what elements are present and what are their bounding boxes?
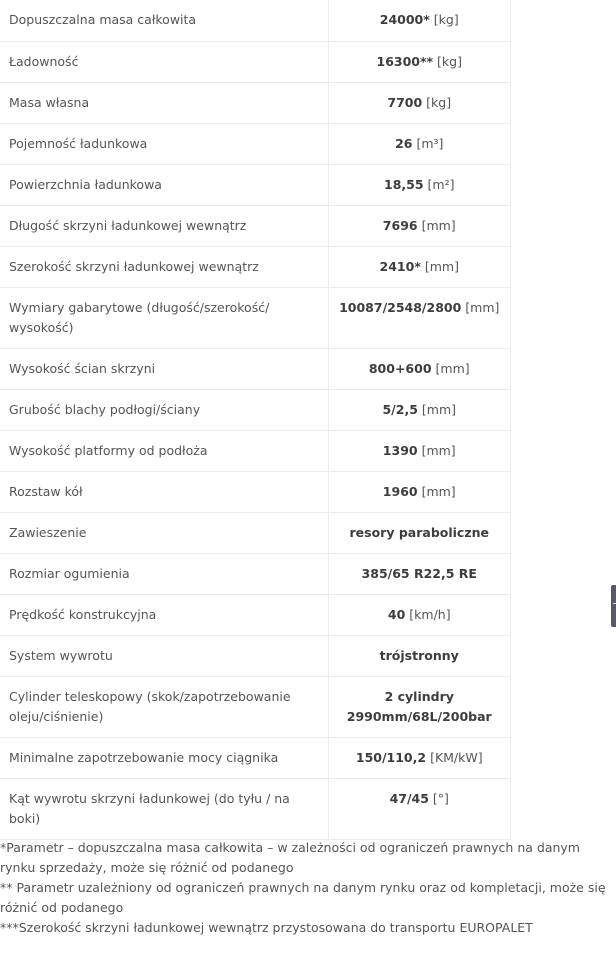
spec-row xyxy=(0,594,511,635)
spec-row xyxy=(0,430,511,471)
spec-value: 7696 xyxy=(382,217,418,233)
spec-row xyxy=(0,676,511,737)
spec-label: Powierzchnia ładunkowa xyxy=(0,164,328,205)
spec-value: 2 cylindry 2990mm/68L/200bar xyxy=(346,688,492,724)
spec-label: Rozmiar ogumienia xyxy=(0,553,328,594)
spec-value-cell xyxy=(328,348,511,389)
spec-label: Dopuszczalna masa całkowita xyxy=(0,0,328,41)
spec-value-cell xyxy=(328,471,511,512)
spec-unit: [mm] xyxy=(435,360,470,376)
spec-label: System wywrotu xyxy=(0,635,328,676)
footnote-2: ** Parametr uzależniony od ograniczeń prawnych na danym rynku oraz od kompletacji, może się różnić od podanego xyxy=(0,880,606,915)
spec-label: Cylinder teleskopowy (skok/zapotrzebowanie oleju/ciśnienie) xyxy=(0,676,328,737)
spec-value-cell xyxy=(328,41,511,82)
spec-label: Zawieszenie xyxy=(0,512,328,553)
spec-value: 1390 xyxy=(382,442,418,458)
spec-value: 2410* xyxy=(379,258,421,274)
spec-value-cell xyxy=(328,430,511,471)
spec-row xyxy=(0,778,511,839)
spec-value: 18,55 xyxy=(384,176,424,192)
spec-value: 7700 xyxy=(387,94,423,110)
spec-row xyxy=(0,737,511,778)
spec-unit: [mm] xyxy=(424,258,459,274)
spec-value-cell xyxy=(328,205,511,246)
spec-value: 1960 xyxy=(382,483,418,499)
spec-value-cell xyxy=(328,82,511,123)
spec-row xyxy=(0,82,511,123)
spec-value-cell xyxy=(328,594,511,635)
spec-label: Grubość blachy podłogi/ściany xyxy=(0,389,328,430)
spec-label: Kąt wywrotu skrzyni ładunkowej (do tyłu / na boki) xyxy=(0,778,328,839)
spec-value-cell xyxy=(328,778,511,839)
spec-unit: [°] xyxy=(432,790,449,806)
spec-value: 24000* xyxy=(379,12,430,27)
spec-value-cell xyxy=(328,246,511,287)
spec-value: 150/110,2 xyxy=(355,749,427,765)
spec-value-cell xyxy=(328,553,511,594)
spec-value-cell xyxy=(328,389,511,430)
spec-value: 40 xyxy=(387,606,406,622)
spec-row xyxy=(0,205,511,246)
spec-value-cell xyxy=(328,512,511,553)
spec-unit: [m²] xyxy=(427,176,455,192)
spec-unit: [mm] xyxy=(421,483,456,499)
footnote-3: ***Szerokość skrzyni ładunkowej wewnątrz przystosowana do transportu EUROPALET xyxy=(0,920,533,935)
spec-value-cell xyxy=(328,164,511,205)
spec-label: Długość skrzyni ładunkowej wewnątrz xyxy=(0,205,328,246)
spec-unit: [mm] xyxy=(421,217,456,233)
spec-label: Wysokość platformy od podłoża xyxy=(0,430,328,471)
spec-unit: [mm] xyxy=(465,299,500,315)
spec-value-cell xyxy=(328,287,511,348)
side-feedback-tab[interactable] xyxy=(611,585,616,627)
spec-value: 800+600 xyxy=(368,360,432,376)
spec-row xyxy=(0,123,511,164)
spec-value: 5/2,5 xyxy=(382,401,418,417)
spec-row xyxy=(0,635,511,676)
spec-label: Prędkość konstrukcyjna xyxy=(0,594,328,635)
spec-unit: [km/h] xyxy=(409,606,451,622)
spec-value-cell xyxy=(328,123,511,164)
spec-value-cell xyxy=(328,737,511,778)
spec-row xyxy=(0,512,511,553)
spec-label: Minimalne zapotrzebowanie mocy ciągnika xyxy=(0,737,328,778)
spec-row xyxy=(0,471,511,512)
spec-unit: [kg] xyxy=(433,12,459,27)
spec-label: Wysokość ścian skrzyni xyxy=(0,348,328,389)
spec-row xyxy=(0,41,511,82)
spec-value: 26 xyxy=(395,135,413,151)
spec-label: Masa własna xyxy=(0,82,328,123)
spec-unit: [kg] xyxy=(426,94,452,110)
spec-value-cell xyxy=(328,635,511,676)
spec-row xyxy=(0,553,511,594)
spec-row xyxy=(0,348,511,389)
spec-unit: [mm] xyxy=(421,442,456,458)
spec-row xyxy=(0,389,511,430)
spec-value: 10087/2548/2800 xyxy=(339,299,462,315)
spec-value-cell xyxy=(328,0,511,41)
spec-unit: [kg] xyxy=(437,53,462,69)
spec-value: resory paraboliczne xyxy=(349,524,489,540)
spec-unit: [m³] xyxy=(416,135,444,151)
spec-value: 385/65 R22,5 RE xyxy=(361,565,477,581)
spec-unit: [KM/kW] xyxy=(430,749,483,765)
spec-value: 16300** xyxy=(376,53,434,69)
spec-row xyxy=(0,246,511,287)
footnotes xyxy=(0,838,616,938)
spec-label: Szerokość skrzyni ładunkowej wewnątrz xyxy=(0,246,328,287)
spec-row xyxy=(0,287,511,348)
spec-value-cell xyxy=(328,676,511,737)
spec-value: 47/45 xyxy=(389,790,429,806)
spec-label: Pojemność ładunkowa xyxy=(0,123,328,164)
footnote-1: *Parametr – dopuszczalna masa całkowita – w zależności od ograniczeń prawnych na danym rynku sprzedaży, może się różnić od podanego xyxy=(0,840,580,875)
spec-label: Wymiary gabarytowe (długość/szerokość/ wysokość) xyxy=(0,287,328,348)
spec-row xyxy=(0,0,511,41)
spec-label: Rozstaw kół xyxy=(0,471,328,512)
spec-row xyxy=(0,164,511,205)
spec-unit: [mm] xyxy=(421,401,456,417)
spec-label: Ładowność xyxy=(0,41,328,82)
spec-value: trójstronny xyxy=(379,647,459,663)
